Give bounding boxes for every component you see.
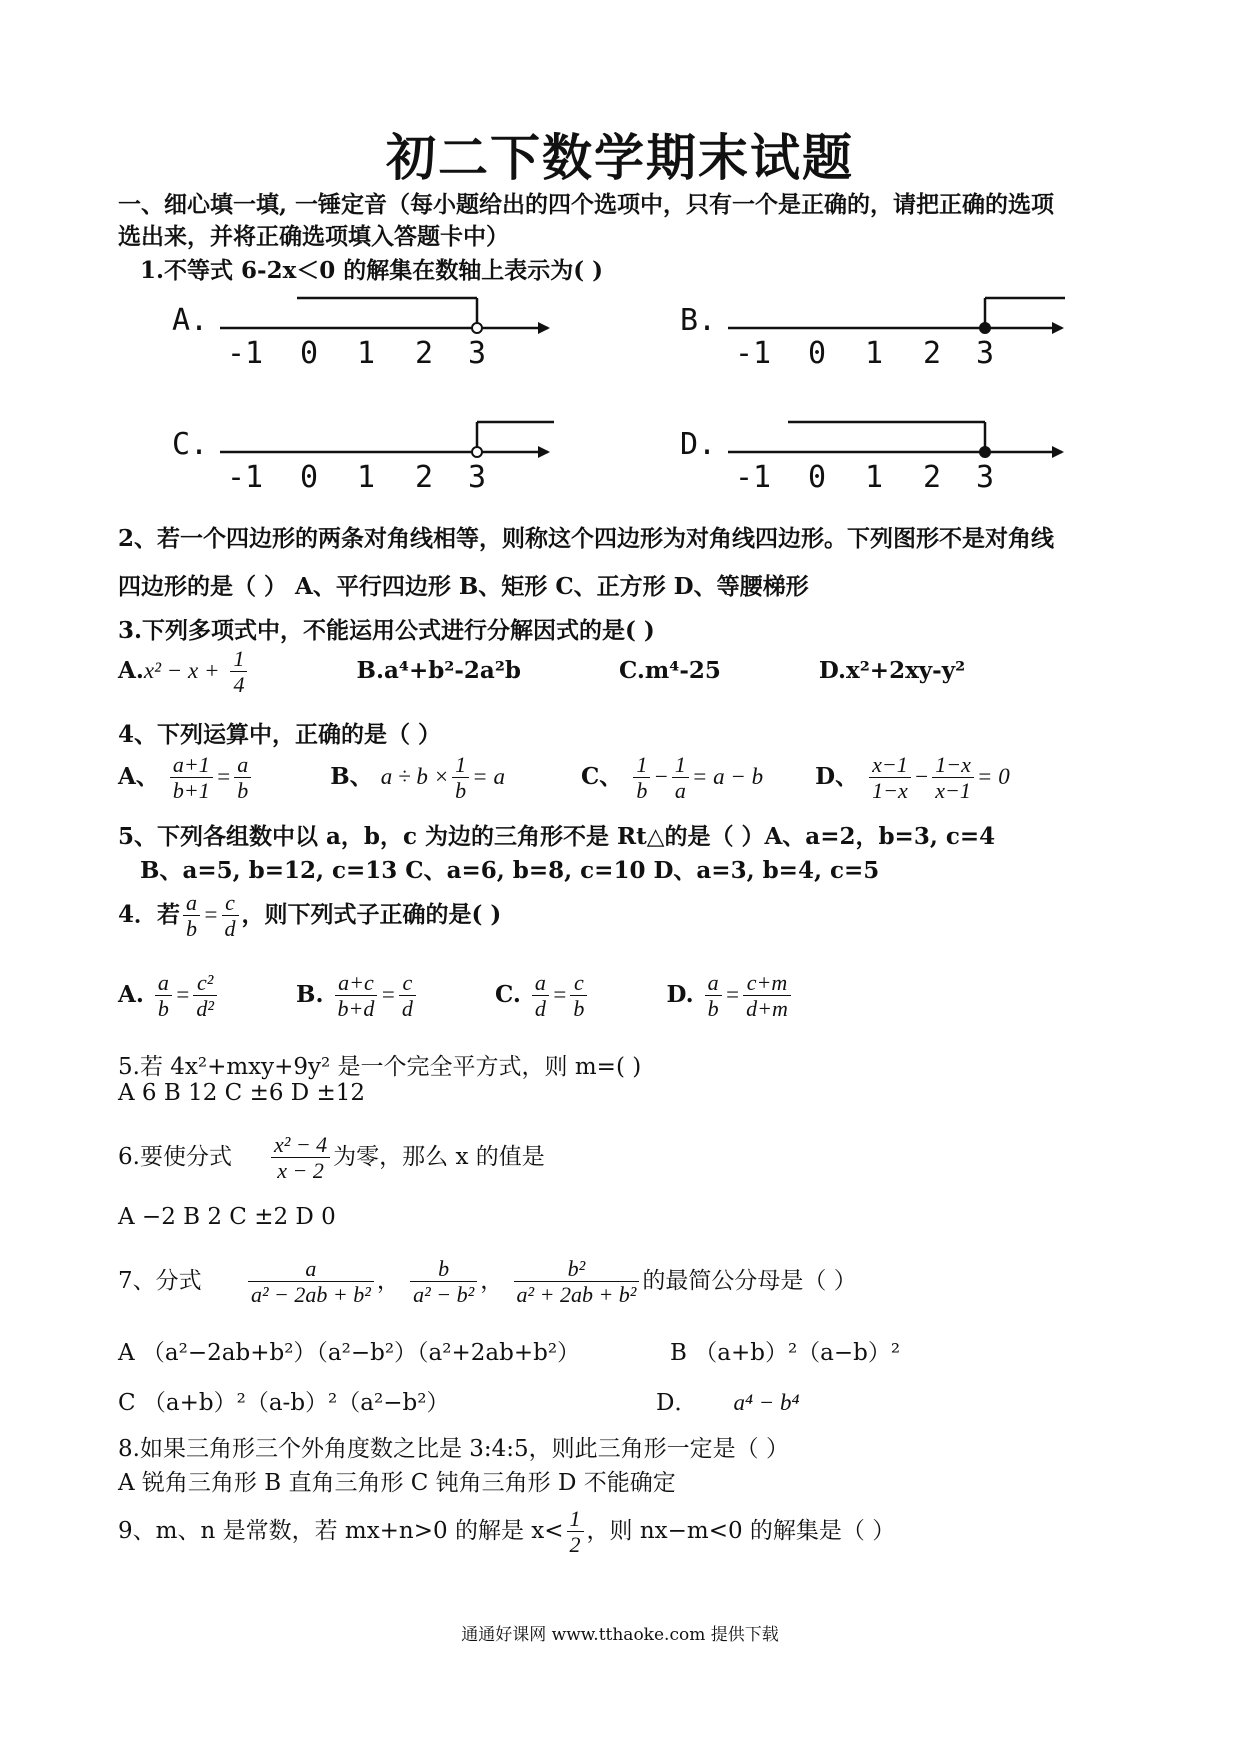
question-7-option-d: D． a⁴ − b⁴ [656, 1390, 800, 1416]
question-4b-stem: 4．若 $\frac{a}{b}$ = $\frac{c}{d}$ ，则下列式子正确的是( ) [118, 890, 502, 942]
fraction: $\frac{1}{b}$ [452, 752, 469, 804]
tick-label: 1 [865, 336, 884, 371]
tick-label: 3 [468, 460, 487, 495]
tick-label: -1 [735, 460, 772, 495]
option-letter: A. [172, 303, 209, 338]
option-c: C.m⁴-25 [619, 656, 721, 684]
fraction: $\frac{c}{b}$ [570, 970, 587, 1022]
fraction: $\frac{\text{x² − 4}}{x - 2}$ [271, 1132, 330, 1184]
option-letter: C. [172, 427, 209, 462]
number-line-option-a [172, 288, 572, 378]
tick-label: 3 [976, 336, 995, 371]
option-letter: B. [680, 303, 717, 338]
fraction: $\frac{\text{b²}}{\text{a² + 2ab + b²}}$ [514, 1256, 640, 1308]
fraction: $\frac{a}{b}$ [183, 890, 200, 942]
exam-title: 初二下数学期末试题 [386, 128, 854, 187]
tick-label: 1 [357, 460, 376, 495]
tick-label: 0 [300, 460, 319, 495]
tick-label: 1 [357, 336, 376, 371]
number-line-option-d [680, 412, 1080, 502]
question-8-stem: 8.如果三角形三个外角度数之比是 3:4:5，则此三角形一定是（ ） [118, 1436, 789, 1462]
question-6-stem: 6.要使分式 $\frac{\text{x² − 4}}{x - 2}$ 为零，那么 x 的值是 [118, 1132, 545, 1184]
number-line-option-b [680, 288, 1080, 378]
tick-label: 1 [865, 460, 884, 495]
question-3-stem: 3.下列多项式中，不能运用公式进行分解因式的是( ) [118, 617, 655, 644]
question-6-options: A −2 B 2 C ±2 D 0 [118, 1204, 336, 1230]
section-instruction-line1: 一、细心填一填, 一锤定音（每小题给出的四个选项中，只有一个是正确的，请把正确的选项 [118, 191, 1055, 218]
question-7-stem: 7、分式 $\frac{a}{\text{a² − 2ab + b²}}$ ， $\frac{b}{\text{a² − b²}}$ ， $\frac{\text{b²}}{\text{a² + 2ab + b²}}$ 的最简公分母是（ ） [118, 1256, 857, 1308]
question-4-options: A、 $\frac{a+1}{b+1}$ = $\frac{a}{b}$ B、 a ÷ b × $\frac{1}{b}$ = a C、 $\frac{1}{b}$ − $\frac{1}{a}$ = a − b D、 $\frac{x-1}{1-x}$ − $\frac{1-x}{x-1}$ = 0 [118, 752, 1010, 804]
question-5b-stem: 5.若 4x²+mxy+9y² 是一个完全平方式，则 m=( ) [118, 1054, 642, 1080]
question-4b-options: A. $\frac{a}{b}$ = $\frac{\text{c²}}{\text{d²}}$ B. $\frac{a+c}{b+d}$ = $\frac{c}{d}$ C. $\frac{a}{d}$ = $\frac{c}{b}$ D. $\frac{a}{b}$ = $\frac{c+m}{d+m}$ [118, 970, 794, 1022]
tick-label: 2 [923, 336, 942, 371]
fraction: $\frac{c}{d}$ [399, 970, 416, 1022]
fraction: $\frac{1}{a}$ [672, 752, 689, 804]
fraction: $\frac{1-x}{x-1}$ [932, 752, 974, 804]
option-letter: D. [680, 427, 717, 462]
option-b-label: B、 [330, 762, 373, 790]
tick-label: 2 [415, 460, 434, 495]
tick-label: -1 [227, 460, 264, 495]
tick-label: 3 [468, 336, 487, 371]
question-5-line1: 5、下列各组数中以 a，b，c 为边的三角形不是 Rt△的是（ ）A、a=2，b=3, c=4 [118, 823, 996, 850]
fraction: $\frac{b}{\text{a² − b²}}$ [410, 1256, 477, 1308]
tick-label: -1 [735, 336, 772, 371]
tick-label: 0 [808, 336, 827, 371]
question-2-line1: 2、若一个四边形的两条对角线相等，则称这个四边形为对角线四边形。下列图形不是对角线 [118, 525, 1055, 552]
fraction: $\frac{c+m}{d+m}$ [743, 970, 791, 1022]
option-a-label: A. [118, 656, 144, 684]
fraction: $\frac{a}{b}$ [155, 970, 172, 1022]
fraction: $\frac{a}{\text{a² − 2ab + b²}}$ [248, 1256, 374, 1308]
question-1-stem: 1.不等式 6-2x＜0 的解集在数轴上表示为( ) [140, 257, 604, 284]
option-a-expr: x² − x + [143, 657, 220, 683]
question-7-options-row1: A （a²−2ab+b²）（a²−b²）（a²+2ab+b²） B （a+b）²（a−b）² [118, 1340, 901, 1366]
fraction: $\frac{a}{b}$ [705, 970, 722, 1022]
fraction: $\frac{a}{b}$ [234, 752, 251, 804]
fraction: $\frac{x-1}{1-x}$ [869, 752, 911, 804]
tick-label: 2 [923, 460, 942, 495]
fraction: $\frac{1}{4}$ [230, 646, 247, 698]
fraction: $\frac{a}{d}$ [532, 970, 549, 1022]
question-3-options [118, 646, 965, 698]
tick-label: 0 [300, 336, 319, 371]
tick-label: -1 [227, 336, 264, 371]
tick-label: 2 [415, 336, 434, 371]
option-d: D.x²+2xy-y² [818, 656, 966, 684]
option-a-label: A、 [118, 762, 159, 790]
option-b: B.a⁴+b²-2a²b [356, 656, 521, 684]
question-5-line2: B、a=5, b=12, c=13 C、a=6, b=8, c=10 D、a=3, b=4, c=5 [140, 857, 880, 884]
question-8-options: A 锐角三角形 B 直角三角形 C 钝角三角形 D 不能确定 [118, 1470, 676, 1496]
question-9-stem: 9、m、n 是常数，若 mx+n>0 的解是 x< $\frac{1}{2}$ ，则 nx−m<0 的解集是（ ） [118, 1506, 896, 1558]
question-4-stem: 4、下列运算中，正确的是（ ） [118, 721, 442, 748]
tick-label: 3 [976, 460, 995, 495]
section-instruction-line2: 选出来，并将正确选项填入答题卡中） [118, 223, 509, 250]
question-7-options-row2: C （a+b）²（a-b）²（a²−b²） [118, 1390, 450, 1416]
tick-label: 0 [808, 460, 827, 495]
fraction: $\frac{1}{b}$ [633, 752, 650, 804]
option-c-label: C、 [580, 762, 623, 790]
fraction: $\frac{c}{d}$ [222, 890, 239, 942]
question-5b-options: A 6 B 12 C ±6 D ±12 [118, 1080, 366, 1106]
fraction: $\frac{a+c}{b+d}$ [335, 970, 378, 1022]
fraction: $\frac{\text{c²}}{\text{d²}}$ [193, 970, 217, 1022]
fraction: $\frac{1}{2}$ [567, 1506, 584, 1558]
question-2-line2: 四边形的是（ ） A、平行四边形 B、矩形 C、正方形 D、等腰梯形 [118, 573, 809, 600]
footer-source: 通通好课网 www.tthaoke.com 提供下载 [461, 1625, 779, 1645]
number-line-option-c [172, 412, 572, 502]
option-d-label: D、 [815, 762, 859, 790]
fraction: $\frac{a+1}{b+1}$ [170, 752, 213, 804]
